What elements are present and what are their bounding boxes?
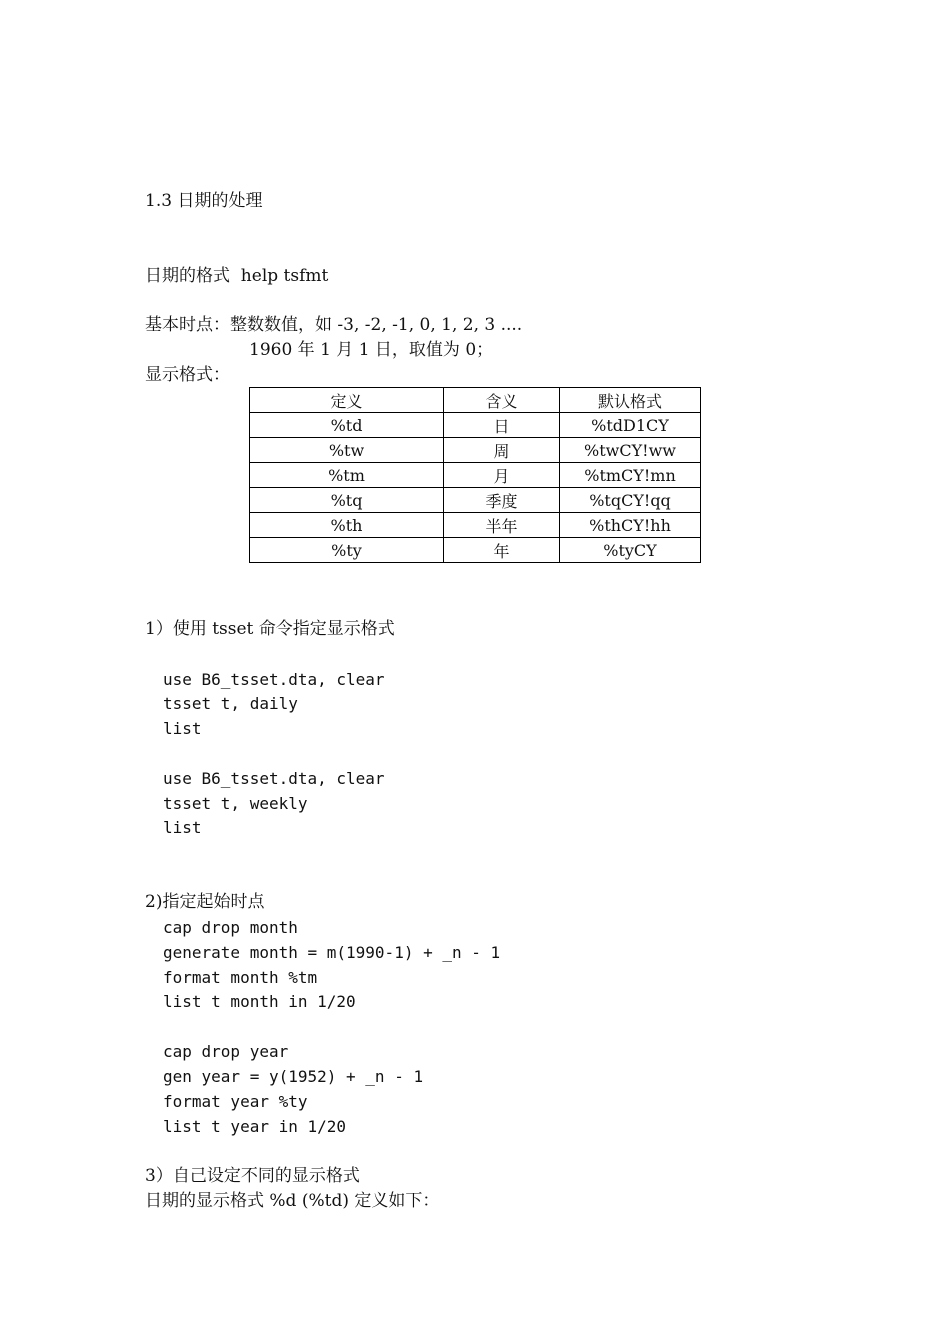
table-cell: %ty: [250, 538, 444, 563]
table-row: [250, 438, 701, 463]
table-cell: %td: [250, 413, 444, 438]
table-cell: 半年: [444, 513, 560, 538]
table-cell: %tmCY!mn: [560, 463, 701, 488]
display-format-label: 显示格式：: [145, 365, 230, 385]
code-line: tsset t, daily: [163, 694, 298, 713]
table-header-row: [250, 388, 701, 413]
table-cell: %th: [250, 513, 444, 538]
base-point-note: 1960 年 1 月 1 日，取值为 0；: [249, 340, 494, 360]
code-line: cap drop month: [163, 918, 298, 937]
table-cell: %tdD1CY: [560, 413, 701, 438]
format-table: [249, 387, 701, 563]
table-cell: 季度: [444, 488, 560, 513]
table-header: 默认格式: [560, 388, 701, 413]
table-cell: 日: [444, 413, 560, 438]
table-cell: %tyCY: [560, 538, 701, 563]
table-cell: %thCY!hh: [560, 513, 701, 538]
code-line: list: [163, 818, 202, 837]
step3-description: 日期的显示格式 %d (%td) 定义如下：: [145, 1191, 440, 1211]
table-header: 含义: [444, 388, 560, 413]
code-line: gen year = y(1952) + _n - 1: [163, 1067, 424, 1086]
step3-title: 3）自己设定不同的显示格式: [145, 1166, 360, 1186]
table-header: 定义: [250, 388, 444, 413]
code-line: list t month in 1/20: [163, 992, 356, 1011]
table-cell: %tm: [250, 463, 444, 488]
code-line: use B6_tsset.dta, clear: [163, 769, 385, 788]
table-cell: %tq: [250, 488, 444, 513]
table-row: [250, 513, 701, 538]
base-point-line: 基本时点：整数数值，如 -3, -2, -1, 0, 1, 2, 3 ....: [145, 315, 523, 335]
table-cell: 月: [444, 463, 560, 488]
code-line: format month %tm: [163, 968, 318, 987]
table-row: [250, 488, 701, 513]
code-line: cap drop year: [163, 1042, 289, 1061]
table-cell: %tqCY!qq: [560, 488, 701, 513]
table-row: [250, 538, 701, 563]
code-line: list t year in 1/20: [163, 1117, 347, 1136]
step2-title: 2)指定起始时点: [145, 892, 265, 912]
table-cell: %tw: [250, 438, 444, 463]
table-cell: 年: [444, 538, 560, 563]
table-row: [250, 463, 701, 488]
code-line: tsset t, weekly: [163, 794, 308, 813]
code-line: format year %ty: [163, 1092, 308, 1111]
table-row: [250, 413, 701, 438]
code-line: generate month = m(1990-1) + _n - 1: [163, 943, 501, 962]
table-cell: 周: [444, 438, 560, 463]
code-line: list: [163, 719, 202, 738]
section-title: 1.3 日期的处理: [145, 191, 263, 211]
step1-title: 1）使用 tsset 命令指定显示格式: [145, 619, 395, 639]
format-help-line: 日期的格式 help tsfmt: [145, 266, 329, 286]
code-line: use B6_tsset.dta, clear: [163, 670, 385, 689]
table-cell: %twCY!ww: [560, 438, 701, 463]
